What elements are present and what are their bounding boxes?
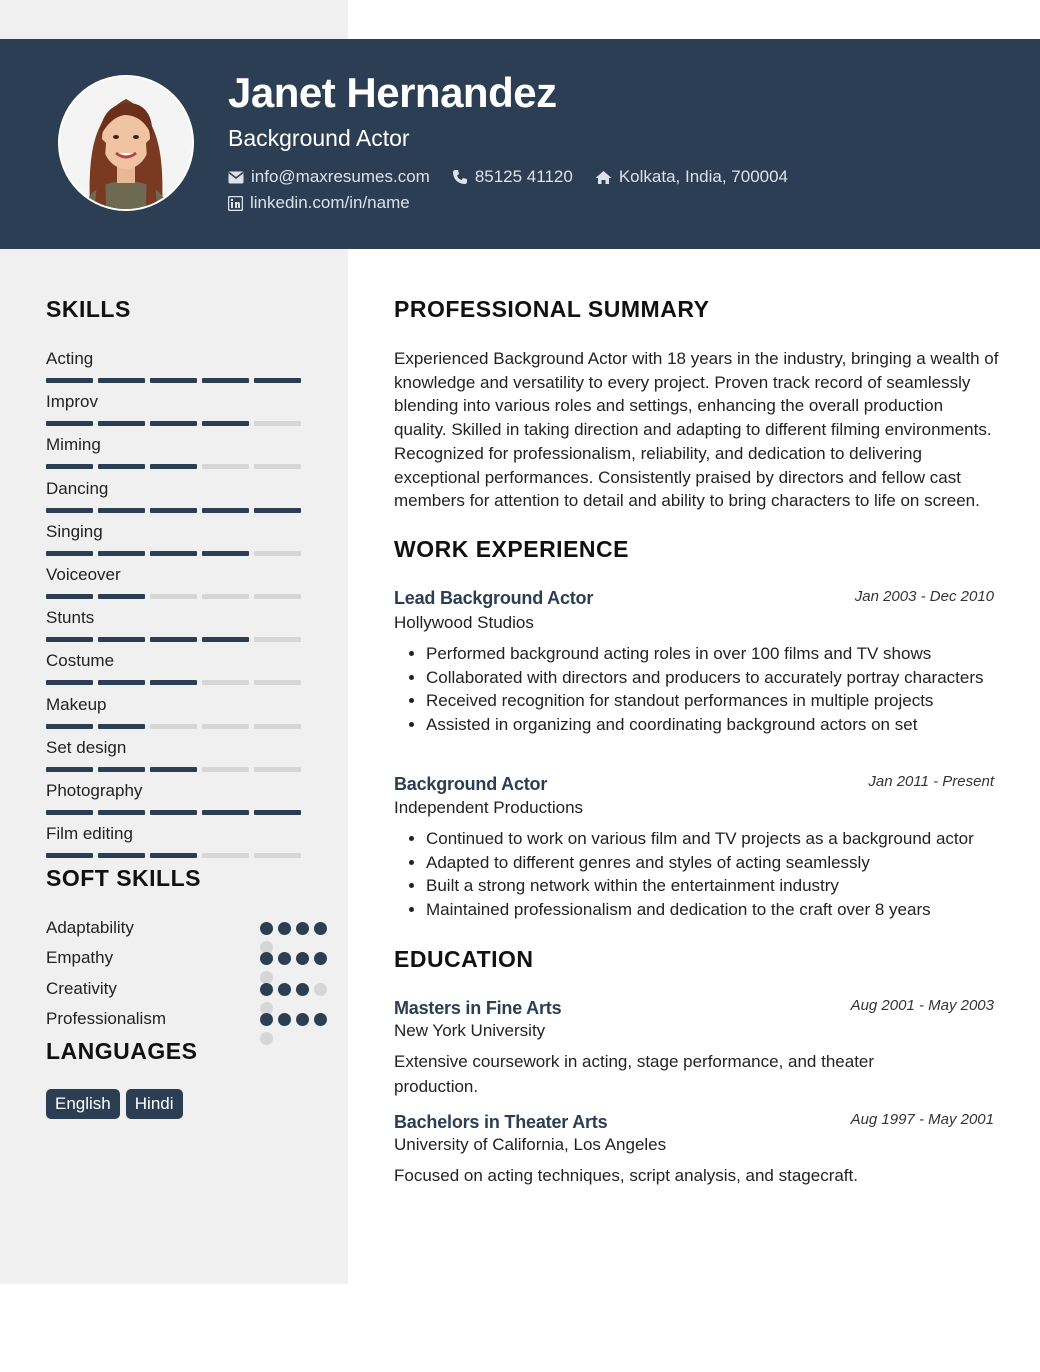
- skill-level-segment: [254, 464, 301, 469]
- skill-level-segment: [98, 594, 145, 599]
- profile-photo: [60, 77, 192, 209]
- skill-level-bar: [46, 508, 306, 513]
- rating-dot: [260, 1013, 273, 1026]
- skill-level-segment: [254, 508, 301, 513]
- skill-level-segment: [150, 421, 197, 426]
- skill-level-bar: [46, 637, 306, 642]
- rating-dot: [278, 952, 291, 965]
- education-dates: Aug 2001 - May 2003: [850, 997, 994, 1014]
- skill-level-segment: [202, 508, 249, 513]
- skill-level-segment: [98, 767, 145, 772]
- skill-level-segment: [46, 508, 93, 513]
- skill-name: Voiceover: [46, 565, 121, 584]
- education-dates: Aug 1997 - May 2001: [850, 1111, 994, 1128]
- soft-skill-item: [46, 1007, 306, 1031]
- skill-level-segment: [150, 853, 197, 858]
- skill-level-segment: [150, 637, 197, 642]
- job-dates: Jan 2011 - Present: [868, 773, 994, 790]
- skill-level-segment: [254, 680, 301, 685]
- school-name: University of California, Los Angeles: [394, 1135, 667, 1154]
- languages-list: [46, 1089, 189, 1119]
- soft-skills-title: SOFT SKILLS: [46, 865, 201, 891]
- rating-dot: [296, 983, 309, 996]
- skill-level-segment: [202, 594, 249, 599]
- skill-level-segment: [46, 378, 93, 383]
- home-icon: [595, 170, 612, 185]
- skill-level-segment: [254, 724, 301, 729]
- skill-level-segment: [150, 767, 197, 772]
- skill-level-segment: [46, 594, 93, 599]
- soft-skill-item: [46, 977, 306, 1001]
- skill-level-segment: [254, 421, 301, 426]
- education-description: Extensive coursework in acting, stage performance, and theater production.: [394, 1052, 875, 1096]
- skill-item: [46, 823, 306, 858]
- candidate-name: Janet Hernandez: [228, 69, 557, 116]
- skill-level-segment: [150, 724, 197, 729]
- contact-location: [595, 167, 788, 187]
- skill-level-segment: [150, 594, 197, 599]
- rating-dot: [314, 952, 327, 965]
- job-bullet: • Received recognition for standout performances in multiple projects: [426, 689, 994, 713]
- skill-level-bar: [46, 594, 306, 599]
- candidate-role: Background Actor: [228, 125, 410, 151]
- skill-name: Singing: [46, 522, 103, 541]
- skill-level-segment: [98, 464, 145, 469]
- skill-level-segment: [46, 680, 93, 685]
- skill-level-segment: [254, 551, 301, 556]
- skill-level-segment: [202, 853, 249, 858]
- skill-name: Makeup: [46, 695, 107, 714]
- skill-name: Improv: [46, 392, 98, 411]
- linkedin-icon: [228, 196, 243, 211]
- soft-skill-item: [46, 916, 306, 940]
- skill-level-bar: [46, 724, 306, 729]
- summary-title: PROFESSIONAL SUMMARY: [394, 296, 710, 322]
- skill-level-segment: [46, 464, 93, 469]
- skill-name: Set design: [46, 738, 127, 757]
- soft-skill-rating: [260, 952, 340, 966]
- skill-level-bar: [46, 767, 306, 772]
- language-badge: English: [46, 1089, 120, 1119]
- skill-level-segment: [98, 853, 145, 858]
- skill-level-segment: [202, 421, 249, 426]
- skill-name: Photography: [46, 781, 143, 800]
- degree-title: Masters in Fine Arts: [394, 998, 562, 1018]
- skill-level-segment: [46, 551, 93, 556]
- skill-level-segment: [202, 767, 249, 772]
- job-bullets: [394, 642, 994, 736]
- rating-dot: [314, 983, 327, 996]
- skill-level-segment: [46, 767, 93, 772]
- language-badge: Hindi: [126, 1089, 183, 1119]
- skill-level-segment: [150, 464, 197, 469]
- phone-icon: [452, 169, 468, 185]
- rating-dot: [260, 952, 273, 965]
- avatar: [58, 75, 194, 211]
- skill-level-segment: [254, 853, 301, 858]
- soft-skill-name: Empathy: [46, 948, 114, 967]
- contact-row-primary: [228, 167, 810, 187]
- skill-level-bar: [46, 810, 306, 815]
- skill-level-segment: [98, 637, 145, 642]
- skill-level-segment: [98, 680, 145, 685]
- contact-phone[interactable]: [452, 167, 573, 187]
- rating-dot: [314, 922, 327, 935]
- skill-level-segment: [202, 464, 249, 469]
- skill-level-segment: [98, 551, 145, 556]
- skill-item: [46, 780, 306, 815]
- summary-text: Experienced Background Actor with 18 years in the industry, bringing a wealth of knowledge and versatility to every project. Proven track record of seamlessly blending into various roles and settings, enhancing the overall production quality. Skilled in taking direction and adapting to different filming environments. Recognized for professionalism, reliability, and dedication to delivering exceptional performances. Consistently praised by directors and fellow cast members for attention to detail and ability to bring characters to life on screen.: [394, 349, 999, 511]
- skill-name: Film editing: [46, 824, 133, 843]
- email-text: info@maxresumes.com: [251, 167, 430, 186]
- rating-dot: [314, 1013, 327, 1026]
- skill-level-segment: [202, 810, 249, 815]
- skill-level-segment: [98, 508, 145, 513]
- soft-skill-item: [46, 946, 306, 970]
- skill-level-segment: [202, 637, 249, 642]
- job-bullet: • Built a strong network within the entertainment industry: [426, 874, 994, 898]
- rating-dot: [260, 922, 273, 935]
- skill-level-segment: [98, 421, 145, 426]
- soft-skill-name: Professionalism: [46, 1009, 166, 1028]
- skill-name: Acting: [46, 349, 94, 368]
- skill-item: [46, 391, 306, 426]
- skill-level-segment: [202, 724, 249, 729]
- rating-dot: [296, 1013, 309, 1026]
- soft-skill-name: Creativity: [46, 979, 117, 998]
- job-bullet: • Maintained professionalism and dedication to the craft over 8 years: [426, 898, 994, 922]
- rating-dot: [278, 983, 291, 996]
- skill-level-segment: [150, 810, 197, 815]
- skill-level-segment: [150, 551, 197, 556]
- skill-item: [46, 694, 306, 729]
- soft-skill-rating: [260, 983, 340, 997]
- education-description: Focused on acting techniques, script analysis, and stagecraft.: [394, 1166, 858, 1185]
- job-bullets: [394, 827, 994, 921]
- skill-name: Dancing: [46, 479, 109, 498]
- languages-title: LANGUAGES: [46, 1038, 198, 1064]
- skill-level-bar: [46, 853, 306, 858]
- rating-dot: [260, 983, 273, 996]
- skill-name: Costume: [46, 651, 115, 670]
- soft-skill-name: Adaptability: [46, 918, 134, 937]
- skill-level-bar: [46, 421, 306, 426]
- skill-item: [46, 521, 306, 556]
- skill-level-segment: [46, 724, 93, 729]
- degree-title: Bachelors in Theater Arts: [394, 1112, 608, 1132]
- job-bullet: • Continued to work on various film and TV projects as a background actor: [426, 827, 994, 851]
- skill-level-segment: [46, 637, 93, 642]
- soft-skill-rating: [260, 922, 340, 936]
- skill-item: [46, 650, 306, 685]
- skill-level-segment: [150, 680, 197, 685]
- school-name: New York University: [394, 1021, 546, 1040]
- skill-level-segment: [150, 508, 197, 513]
- job-organization: Hollywood Studios: [394, 613, 534, 632]
- location-text: Kolkata, India, 700004: [618, 167, 789, 186]
- skill-item: [46, 434, 306, 469]
- skill-level-segment: [46, 853, 93, 858]
- soft-skill-rating: [260, 1013, 340, 1027]
- job-bullet: • Performed background acting roles in over 100 films and TV shows: [426, 642, 994, 666]
- rating-dot: [296, 922, 309, 935]
- skill-level-segment: [150, 378, 197, 383]
- skill-item: [46, 348, 306, 383]
- contact-row-secondary: [228, 193, 432, 213]
- envelope-icon: [228, 171, 244, 184]
- job-dates: Jan 2003 - Dec 2010: [854, 588, 994, 605]
- contact-linkedin[interactable]: [228, 193, 410, 213]
- job-bullet: • Collaborated with directors and producers to accurately portray characters: [426, 666, 994, 690]
- resume-header: [0, 39, 1040, 249]
- experience-title: WORK EXPERIENCE: [394, 536, 629, 562]
- skill-level-bar: [46, 551, 306, 556]
- skill-name: Stunts: [46, 608, 95, 627]
- skill-level-segment: [254, 767, 301, 772]
- rating-dot: [296, 952, 309, 965]
- job-bullet: • Adapted to different genres and styles of acting seamlessly: [426, 851, 994, 875]
- skill-level-segment: [202, 378, 249, 383]
- skill-name: Miming: [46, 435, 101, 454]
- skill-level-segment: [98, 724, 145, 729]
- contact-email[interactable]: [228, 167, 430, 187]
- job-title: Lead Background Actor: [394, 588, 594, 608]
- skill-level-segment: [46, 421, 93, 426]
- education-title: EDUCATION: [394, 946, 534, 972]
- job-organization: Independent Productions: [394, 798, 584, 817]
- rating-dot: [278, 922, 291, 935]
- skill-level-segment: [202, 680, 249, 685]
- skills-title: SKILLS: [46, 296, 131, 322]
- phone-text: 85125 41120: [474, 167, 573, 186]
- skill-level-segment: [254, 594, 301, 599]
- skill-level-segment: [254, 378, 301, 383]
- skill-level-segment: [202, 551, 249, 556]
- job-title: Background Actor: [394, 774, 548, 794]
- skill-level-segment: [254, 810, 301, 815]
- skill-level-segment: [98, 378, 145, 383]
- skill-level-bar: [46, 378, 306, 383]
- skill-level-segment: [254, 637, 301, 642]
- linkedin-text: linkedin.com/in/name: [250, 193, 410, 212]
- skill-item: [46, 564, 306, 599]
- skill-level-segment: [98, 810, 145, 815]
- job-bullet: • Assisted in organizing and coordinating background actors on set: [426, 713, 994, 737]
- skill-item: [46, 478, 306, 513]
- skill-level-segment: [46, 810, 93, 815]
- skill-item: [46, 607, 306, 642]
- skill-level-bar: [46, 464, 306, 469]
- skill-level-bar: [46, 680, 306, 685]
- rating-dot: [278, 1013, 291, 1026]
- skill-item: [46, 737, 306, 772]
